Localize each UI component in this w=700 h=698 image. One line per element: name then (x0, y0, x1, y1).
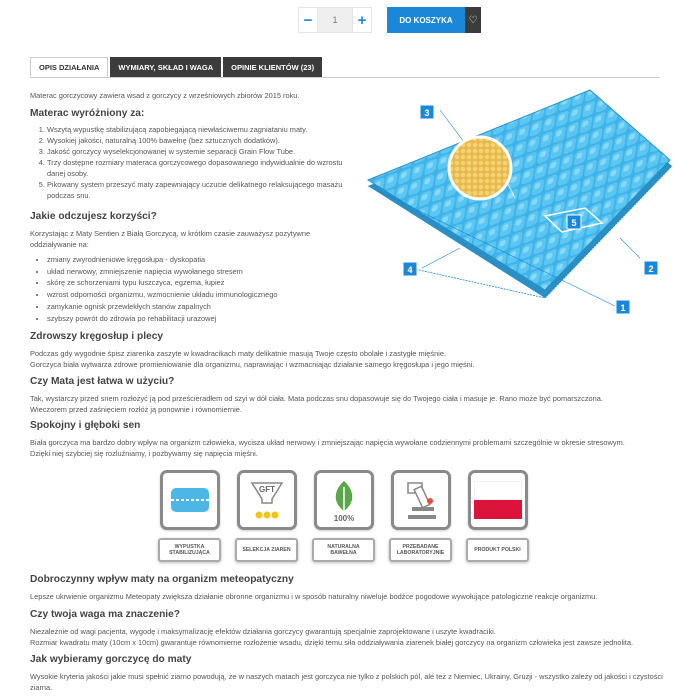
marker-4 (403, 262, 417, 276)
badge-label: NATURALNA BAWEŁNA (312, 538, 375, 562)
section-text: Korzystając z Maty Sentien z Białą Gorczycą, w krótkim czasie zauważysz pozytywne oddziaływanie na: (30, 229, 311, 249)
badge (158, 470, 221, 562)
section-title: Jak wybieramy gorczycę do maty (30, 654, 192, 665)
section-title: Zdrowszy kręgosłup i plecy (30, 331, 164, 342)
section-title: Jakie odczujesz korzyści? (30, 211, 157, 222)
svg-text:2: 2 (648, 264, 654, 274)
gft-grain-icon (237, 470, 297, 530)
pointer-line (620, 238, 640, 258)
product-tabs (30, 57, 324, 77)
mustard-seeds-closeup (449, 137, 511, 199)
marker-1 (616, 300, 630, 314)
list-item: 4. Trzy dostępne rozmiary materaca gorczycowego dopasowanego indywidualnie do wzrostu danej osoby. (47, 157, 352, 179)
tab-divider (30, 77, 660, 78)
tab-dimensions[interactable]: WYMIARY, SKŁAD I WAGA (110, 57, 221, 77)
list-item: • szybszy powrót do zdrowia po rehabilitacji urazowej (47, 313, 277, 325)
quantity-increase-button[interactable]: + (352, 7, 372, 33)
microscope-icon (391, 470, 451, 530)
section-text: Lepsze ukrwienie organizmu Meteopaty zwiększa działanie obronne organizmu i w sposób naturalny niweluje bodźce pogodowe wywołujące patologiczne reakcje organizmu. (30, 592, 598, 601)
section-text: Tak, wystarczy przed snem rozłożyć ją pod prześcieradłem od szyi w dół ciała. Mata podczas snu dopasowuje się do Twojego ciała i masuje je. Rano może być pomarszczona. (30, 394, 603, 403)
list-item: 2. Wysokiej jakości, naturalną 100% bawełnę (bez sztucznych dodatków). (47, 135, 352, 146)
section-text: Biała gorczyca ma bardzo dobry wpływ na organizm człowieka, wycisza układ nerwowy i zmniejszając napięcia wywołane codziennymi problemami szczególnie w okresie stresowym. (30, 438, 625, 447)
stabilizer-insert-icon (160, 470, 220, 530)
list-item: • zmiany zwyrodnieniowe kręgosłupa - dyskopatia (47, 254, 277, 266)
section-title: Czy twoja waga ma znaczenie? (30, 609, 181, 620)
tab-description[interactable]: OPIS DZIAŁANIA (30, 57, 108, 77)
polish-flag-icon (468, 470, 528, 530)
section-text: Dzięki niej szybciej się rozluźniamy, i pozbywamy się napięcia mięśni. (30, 449, 258, 458)
cart-row (298, 7, 481, 33)
features-list (47, 124, 352, 201)
marker-2 (644, 261, 658, 275)
section-text: Rozmiar kwadratu maty (10cm x 10cm) gwarantuje równomierne rozłożenie wsadu, dzięki temu siła oddziaływania ziarenek białej gorczycy na organizm człowieka jest zawsze jednolita. (30, 638, 634, 647)
svg-text:3: 3 (424, 108, 430, 118)
pointer-line (422, 248, 460, 268)
section-text: Niezależnie od wagi pacjenta, wygodę i maksymalizację efektów działania gorczycy gwarantują specjalnie zaprojektowane i uszyte kwadraciki. (30, 627, 496, 636)
svg-text:5: 5 (571, 218, 577, 228)
quantity-input[interactable]: 1 (318, 7, 352, 33)
section-title: Czy Mata jest łatwa w użyciu? (30, 376, 175, 387)
list-item: 1. Wszytą wypustkę stabilizującą zapobiegającą niewłaściwemu zagniataniu maty. (47, 124, 352, 135)
section-text: Wieczorem przed zaśnięciem rozłóż ją ponownie i równomiernie. (30, 405, 242, 414)
list-item: • skórę ze schorzeniami typu łuszczyca, egzema, łupież (47, 277, 277, 289)
svg-text:4: 4 (407, 265, 413, 275)
badge (466, 470, 529, 562)
list-item: • układ nerwowy, zmniejszenie napięcia wywołanego stresem (47, 266, 277, 278)
section-title: Dobroczynny wpływ maty na organizm meteopatyczny (30, 574, 294, 585)
add-to-cart-button[interactable]: DO KOSZYKA (387, 7, 465, 33)
svg-text:GFT: GFT (258, 485, 275, 494)
svg-text:1: 1 (620, 303, 626, 313)
list-item: 5. Pikowany system przeszyć maty zapewniający uczucie delikatnego relaksującego masażu podczas snu. (47, 179, 352, 201)
list-item: • zamykanie ognisk przewlekłych stanów zapalnych (47, 301, 277, 313)
heart-icon: ♡ (468, 14, 478, 26)
mat-diagram (340, 88, 680, 320)
quantity-decrease-button[interactable]: − (298, 7, 318, 33)
badge (389, 470, 452, 562)
list-item: • wzrost odporności organizmu, wzmocnienie układu immunologicznego (47, 289, 277, 301)
cotton-leaf-icon (314, 470, 374, 530)
wishlist-button[interactable] (465, 7, 481, 33)
intro-text: Materac gorczycowy zawiera wsad z gorczycy z wrześniowych zbiorów 2015 roku. (30, 91, 300, 100)
marker-5 (567, 215, 581, 229)
section-text: Gorczyca biała wytwarza zdrowe promieniowanie dla organizmu, naprawiając i wzmacniając działanie samego kręgosłupa i jego mięśni. (30, 360, 475, 369)
feature-badges (158, 470, 543, 562)
section-text: Podczas gdy wygodnie śpisz ziarenka zaszyte w kwadracikach maty delikatnie masują Twoje często obolałe i zastygłe mięśnie. (30, 349, 446, 358)
marker-3 (420, 105, 434, 119)
badge (235, 470, 298, 562)
badge-label: PRODUKT POLSKI (466, 538, 529, 562)
badge-label: PRZEBADANE LABORATORYJNIE (389, 538, 452, 562)
benefits-list (47, 254, 277, 324)
badge-label: WYPUSTKA STABILIZUJĄCA (158, 538, 221, 562)
mat-surface (368, 90, 670, 290)
section-text: Wysokie kryteria jakości jakie musi spełnić ziarno powodują, że w naszych matach jest gorczyca nie tylko z polskich pól, ale też z Niemiec, Ukrainy, Gruzji - wszystko zależy od jakości i czystości ziarna. (30, 672, 663, 692)
section-title: Materac wyróżniony za: (30, 108, 145, 119)
badge (312, 470, 375, 562)
badge-label: SELEKCJA ZIAREN (235, 538, 298, 562)
section-title: Spokojny i głęboki sen (30, 420, 141, 431)
tab-reviews[interactable]: OPINIE KLIENTÓW (23) (223, 57, 322, 77)
list-item: 3. Jakość gorczycy wyselekcjonowanej w systemie separacji Grain Flow Tube. (47, 146, 352, 157)
svg-text:100%: 100% (333, 514, 354, 523)
